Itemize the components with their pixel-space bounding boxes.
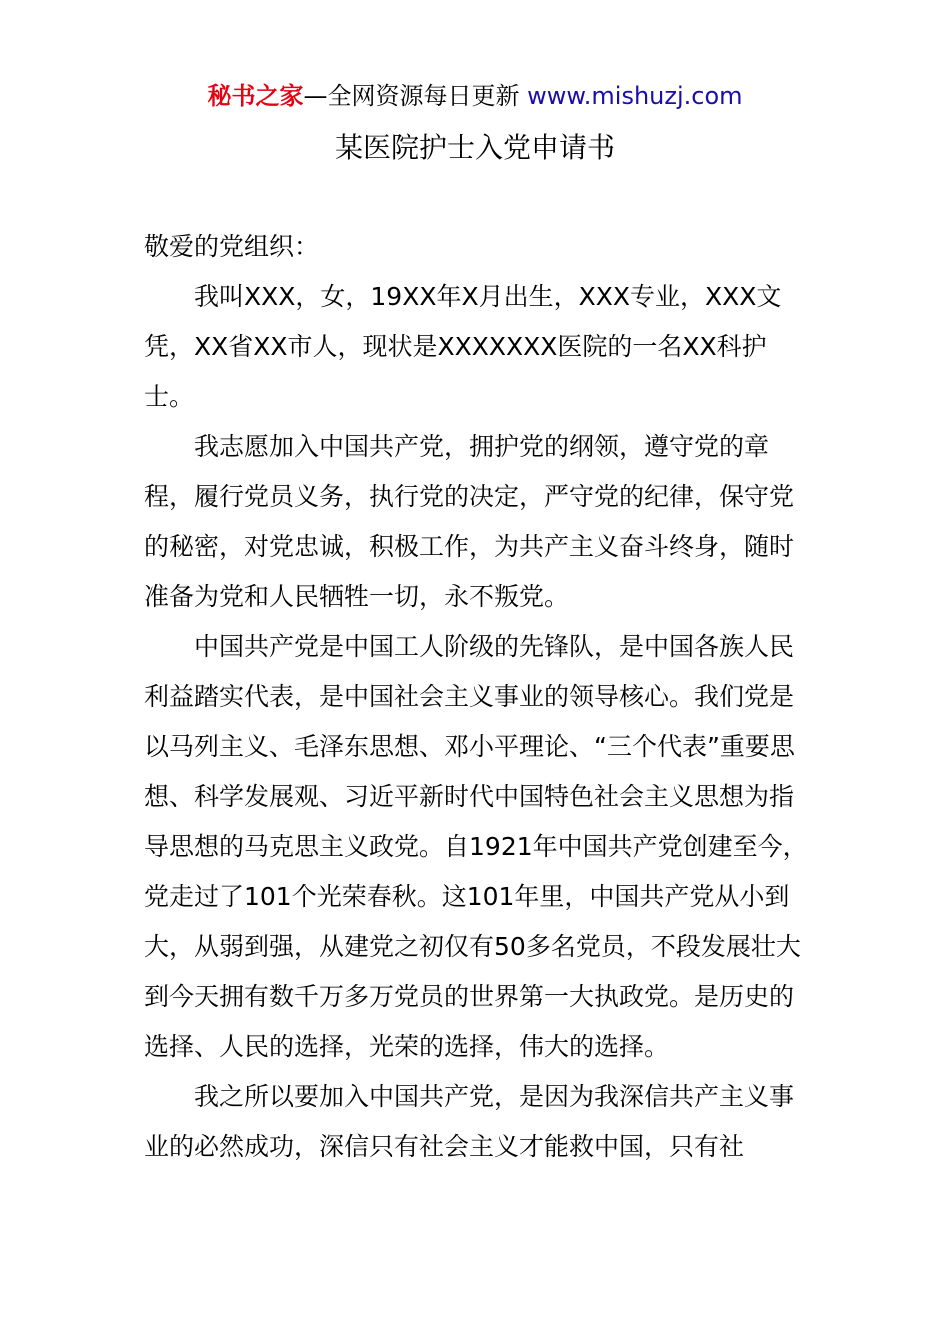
header-slogan: —全网资源每日更新: [303, 82, 520, 110]
site-header: [0, 80, 950, 112]
paragraph-4: 我之所以要加入中国共产党，是因为我深信共产主义事业的必然成功，深信只有社会主义才能救中国，只有社: [144, 1082, 795, 1161]
paragraph-2: 我志愿加入中国共产党，拥护党的纲领，遵守党的章程，履行党员义务，执行党的决定，严守党的纪律，保守党的秘密，对党忠诚，积极工作，为共产主义奋斗终身，随时准备为党和人民牺牲一切，永不叛党。: [144, 432, 795, 611]
paragraph-3: 中国共产党是中国工人阶级的先锋队，是中国各族人民利益踏实代表，是中国社会主义事业的领导核心。我们党是以马列主义、毛泽东思想、邓小平理论、“三个代表”重要思想、科学发展观、习近平新时代中国特色社会主义思想为指导思想的马克思主义政党。自1921年中国共产党创建至今，党走过了101个光荣春秋。这101年里，中国共产党从小到大，从弱到强，从建党之初仅有50多名党员，不段发展壮大到今天拥有数千万多万党员的世界第一大执政党。是历史的选择、人民的选择，光荣的选择，伟大的选择。: [144, 632, 808, 1061]
salutation: 敬爱的党组织：: [144, 232, 320, 261]
document-title: 某医院护士入党申请书: [334, 131, 615, 164]
paragraph-1: 我叫XXX，女，19XX年X月出生，XXX专业，XXX文凭，XX省XX市人，现状是XXXXXXX医院的一名XX科护士。: [144, 282, 782, 411]
site-url-link[interactable]: www.mishuzj.com: [527, 82, 743, 110]
brand-name: 秘书之家: [207, 82, 304, 110]
document-body: [144, 222, 814, 1172]
